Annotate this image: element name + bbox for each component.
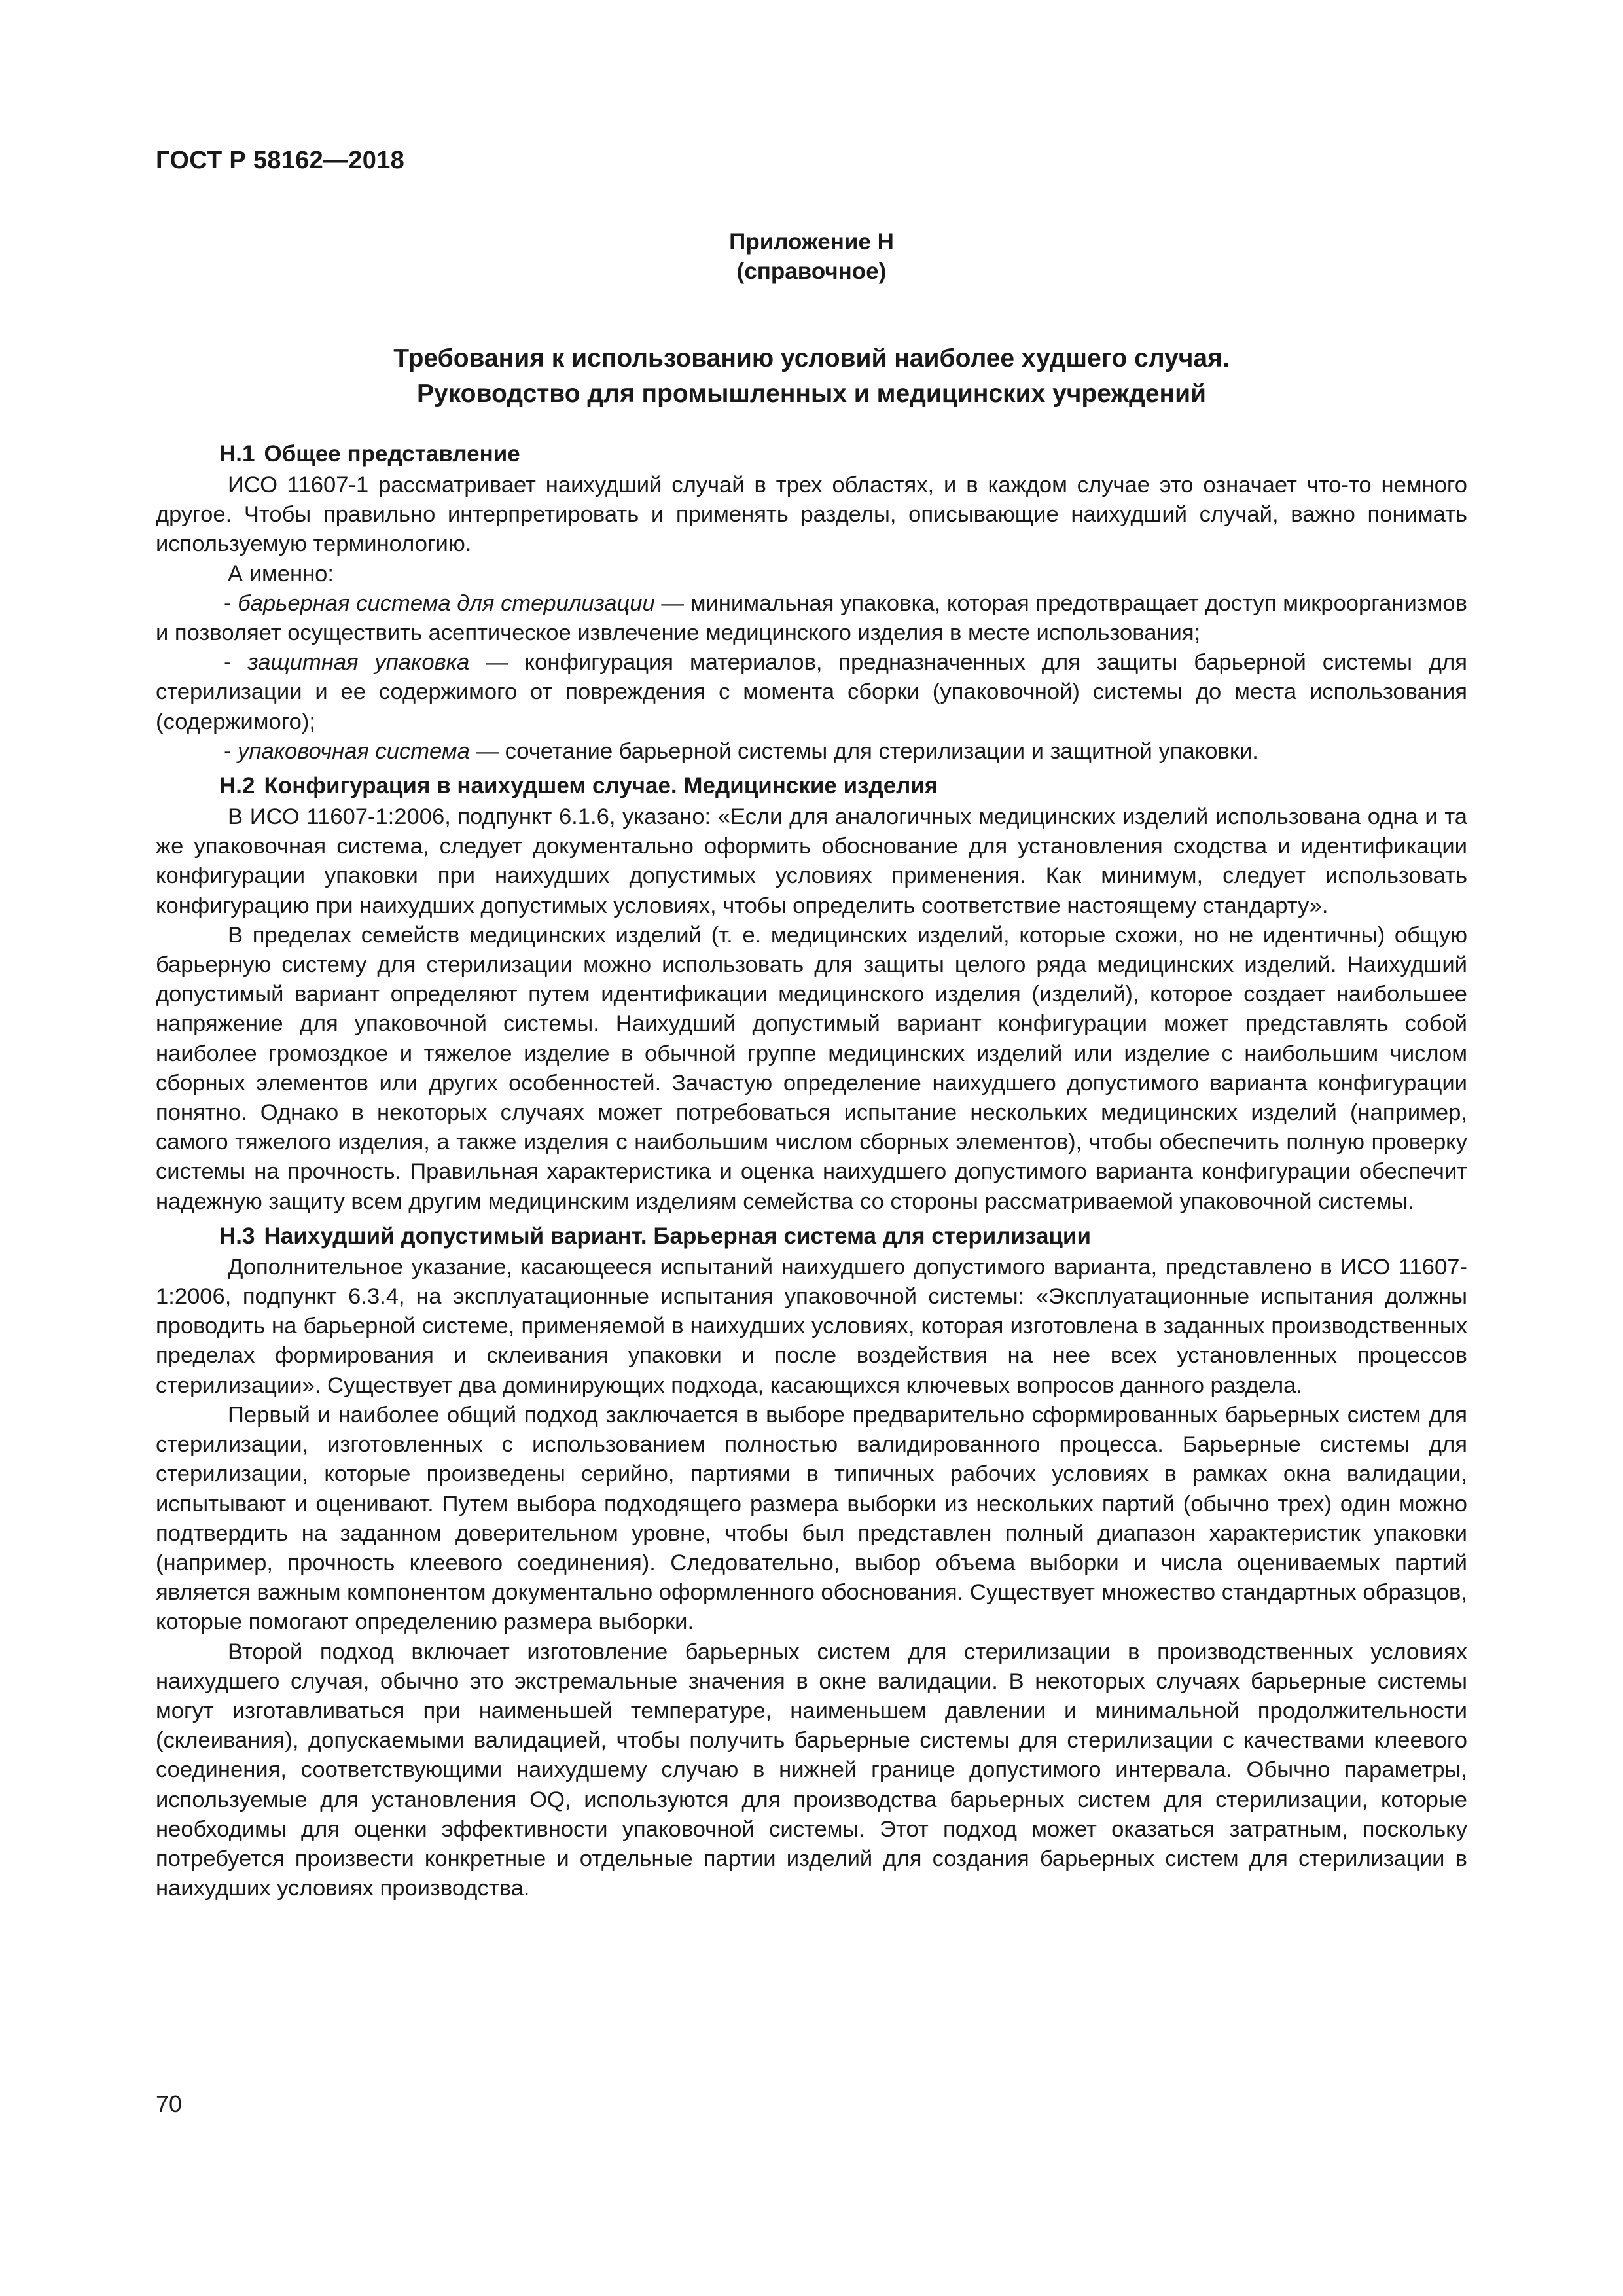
paragraph: В пределах семейств медицинских изделий (т. е. медицинских изделий, которые схожи, но не идентичны) общую барьерную систему для стерилизации можно использовать для защиты целого ряда медицинских изделий. Наихудший допустимый вариант определяют путем идентификации медицинского изделия (изделий), которое создает наибольшее напряжение для упаковочной системы. Наихудший допустимый вариант конфигурации может представлять собой наиболее громоздкое и тяжелое изделие в обычной группе медицинских изделий или изделие с наибольшим числом сборных элементов или других особенностей. Зачастую определение наихудшего допустимого варианта конфигурации понятно. Однако в некоторых случаях может потребоваться испытание нескольких медицинских изделий (например, самого тяжелого изделия, а также изделия с наибольшим числом сборных элементов), чтобы обеспечить полную проверку системы на прочность. Правильная характеристика и оценка наихудшего допустимого варианта конфигурации обеспечит надежную защиту всем другим медицинским изделиям семейства со стороны рассматриваемой упаковочной системы. [156, 922, 1467, 1214]
section-heading-h2 [156, 772, 1467, 800]
document-body [156, 435, 1467, 1903]
paragraph: А именно: [228, 561, 334, 586]
defined-term: упаковочная система [238, 738, 470, 764]
section-heading-h3 [156, 1222, 1467, 1251]
list-dash: - [224, 650, 248, 675]
list-dash: - [224, 590, 238, 616]
definition-item [156, 648, 1467, 737]
section-title: Конфигурация в наихудшем случае. Медицинские изделия [264, 773, 938, 799]
section-number: Н.1 [219, 441, 255, 467]
annex-title-line-2: Руководство для промышленных и медицинских учреждений [416, 380, 1207, 408]
page-number: 70 [156, 2090, 183, 2117]
definition-item [156, 589, 1467, 648]
section-number: Н.2 [219, 773, 255, 799]
annex-label: Приложение Н [729, 229, 894, 255]
document-id: ГОСТ Р 58162—2018 [156, 147, 405, 174]
paragraph: В ИСО 11607-1:2006, подпункт 6.1.6, указано: «Если для аналогичных медицинских изделий использована одна и та же упаковочная система, следует документально оформить обоснование для установления сходства и идентификации конфигурации упаковки при наихудших допустимых условиях применения. Как минимум, следует использовать конфигурацию при наихудших допустимых условиях, чтобы определить соответствие настоящему стандарту». [156, 804, 1467, 918]
paragraph: Дополнительное указание, касающееся испытаний наихудшего допустимого варианта, представлено в ИСО 11607-1:2006, подпункт 6.3.4, на эксплуатационные испытания упаковочной системы: «Эксплуатационные испытания должны проводить на барьерной системе, применяемой в наихудших условиях, которая изготовлена в заданных производственных пределах формирования и склеивания упаковки и после воздействия на нее всех установленных процессов стерилизации». Существует два доминирующих подхода, касающихся ключевых вопросов данного раздела. [156, 1254, 1467, 1398]
section-title: Общее представление [264, 441, 520, 467]
annex-title-line-1: Требования к использованию условий наиболее худшего случая. [393, 344, 1230, 372]
paragraph: ИСО 11607-1 рассматривает наихудший случай в трех областях, и в каждом случае это означает что-то немного другое. Чтобы правильно интерпретировать и применять разделы, описывающие наихудший случай, важно понимать используемую терминологию. [156, 473, 1467, 557]
section-heading-h1 [156, 440, 1467, 469]
defined-term: защитная упаковка [247, 650, 470, 675]
annex-type: (справочное) [736, 259, 887, 284]
paragraph: Первый и наиболее общий подход заключается в выборе предварительно сформированных барьерных систем для стерилизации, изготовленных с использованием полностью валидированного процесса. Барьерные системы для стерилизации, которые произведены серийно, партиями в типичных рабочих условиях в рамках окна валидации, испытывают и оценивают. Путем выбора подходящего размера выборки из нескольких партий (обычно трех) один можно подтвердить на заданном доверительном уровне, чтобы был представлен полный диапазон характеристик упаковки (например, прочность клеевого соединения). Следовательно, выбор объема выборки и числа оцениваемых партий является важным компонентом документально оформленного обоснования. Существует множество стандартных образцов, которые помогают определению размера выборки. [156, 1402, 1467, 1635]
definition-text: — конфигурация материалов, предназначенных для защиты барьерной системы для стерилизации и ее содержимого от повреждения с момента сборки (упаковочной) системы до места использования (содержимого); [156, 650, 1467, 734]
definition-item [156, 737, 1467, 766]
list-dash: - [224, 738, 238, 764]
definition-text: — сочетание барьерной системы для стерилизации и защитной упаковки. [469, 738, 1258, 764]
section-number: Н.3 [219, 1223, 255, 1249]
paragraph: Второй подход включает изготовление барьерных систем для стерилизации в производственных условиях наихудшего случая, обычно это экстремальные значения в окне валидации. В некоторых случаях барьерные системы могут изготавливаться при наименьшей температуре, наименьшем давлении и минимальной продолжительности (склеивания), допускаемыми валидацией, чтобы получить барьерные системы для стерилизации с качествами клеевого соединения, соответствующими наихудшему случаю в нижней границе допустимого интервала. Обычно параметры, используемые для установления OQ, используются для производства барьерных систем для стерилизации, которые необходимы для оценки эффективности упаковочной системы. Этот подход может оказаться затратным, поскольку потребуется произвести конкретные и отдельные партии изделий для создания барьерных систем для стерилизации в наихудших условиях производства. [156, 1639, 1467, 1901]
definition-text: — минимальная упаковка, которая предотвращает доступ микроорганизмов и позволяет осуществить асептическое извлечение медицинского изделия в месте использования; [156, 590, 1467, 646]
section-title: Наихудший допустимый вариант. Барьерная система для стерилизации [264, 1223, 1091, 1249]
defined-term: барьерная система для стерилизации [238, 590, 655, 616]
